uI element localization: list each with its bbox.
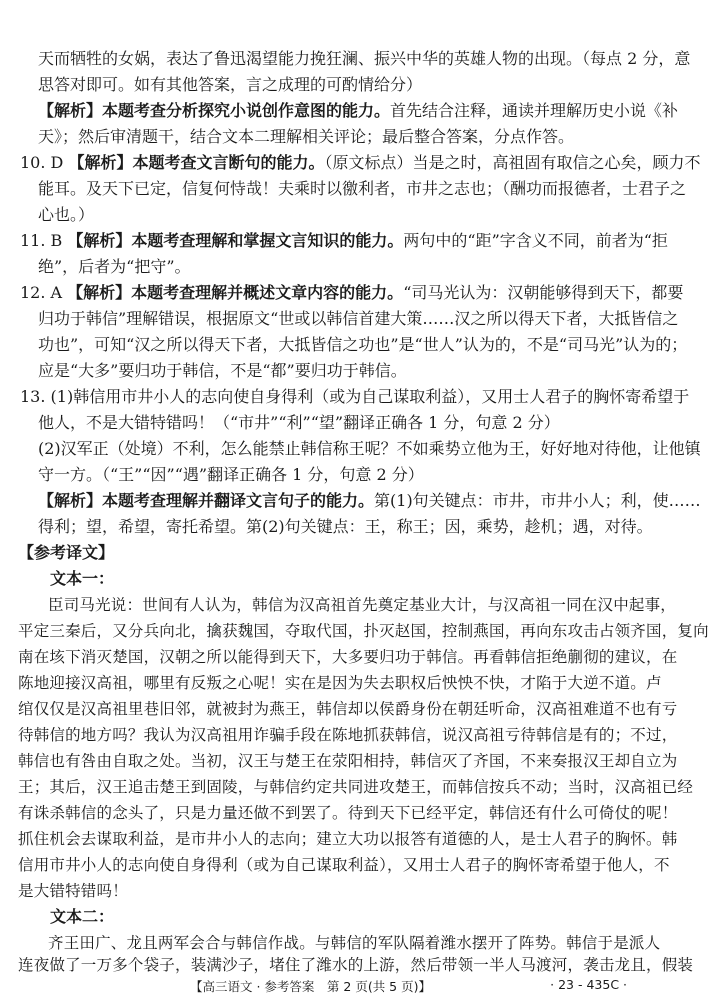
translation-line <box>18 647 678 667</box>
analysis-text: 能耳。及天下已定，信复何恃哉！夫乘时以徼利者，市井之志也；（酬功而报德者，士君子之 <box>38 179 687 198</box>
question-10-line-1 <box>20 153 701 173</box>
analysis-text: 天》；然后审清题干，结合文本二理解相关评论；最后整合答案，分点作答。 <box>38 127 575 146</box>
translation-text: 信用市井小人的志向使自身得利（或为自己谋取利益），又用士人君子的胸怀寄希望于他人，不 <box>18 856 670 874</box>
translation-text: 南在垓下消灭楚国，汉朝之所以能得到天下，大多要归功于韩信。再看韩信拒绝蒯彻的建议，在 <box>18 648 678 666</box>
translation-line <box>18 881 638 901</box>
translation-text: 连夜做了一万多个袋子，装满沙子，堵住了潍水的上游，然后带领一半人马渡河，袭击龙且，假装 <box>18 956 694 974</box>
analysis-text: 首先结合注释，通读并理解历史小说《补 <box>390 101 679 120</box>
question-13-line-1 <box>20 387 690 407</box>
page-footer <box>0 974 653 996</box>
analysis-text: 第(1)句关键点：市井，市井小人；利，使…… <box>374 491 701 510</box>
translation-line <box>18 699 678 719</box>
answer-text: 思答对即可。如有其他答案，言之成理的可酌情给分） <box>38 75 423 94</box>
question-12-line-1 <box>20 283 684 303</box>
text2-heading: 文本二： <box>50 907 115 926</box>
analysis-line-2 <box>38 127 638 147</box>
question-number: 12. A <box>20 283 68 302</box>
analysis-text: 心也。） <box>38 205 95 224</box>
analysis-text: 归功于韩信”理解错误，根据原文“世或以韩信首建大策……汉之所以得天下者，大抵皆信之 <box>38 309 679 328</box>
question-13-line-3 <box>38 439 701 459</box>
reference-heading: 【参考译文】 <box>18 543 115 562</box>
analysis-text: 两句中的“距”字含义不同，前者为“拒 <box>403 231 668 250</box>
text1-heading: 文本一： <box>50 569 115 588</box>
translation-text: 绾仅仅是汉高祖里巷旧邻，就被封为燕王，韩信却以侯爵身份在朝廷听命，汉高祖难道不也有亏 <box>18 700 678 718</box>
translation-text: 是大错特错吗！ <box>18 882 128 900</box>
translation-text: 韩信也有咎由自取之处。当初，汉王与楚王在荥阳相持，韩信灭了齐国，不来奏报汉王却自立为 <box>18 752 678 770</box>
translation-line <box>18 621 709 641</box>
translation-line <box>18 751 678 771</box>
question-13-line-4 <box>38 465 638 485</box>
analysis-text: 得利；望，希望，寄托希望。第(2)句关键点：王，称王；因，乘势，趁机；遇，对待。 <box>38 517 653 536</box>
analysis-text: “司马光认为：汉朝能够得到天下，都要 <box>403 283 684 302</box>
translation-line <box>48 595 677 615</box>
answer-line-2 <box>38 75 638 95</box>
translation-text: 待韩信的地方吗？我认为汉高祖用诈骗手段在陈地抓获韩信，说汉高祖亏待韩信是有的；不过， <box>18 726 678 744</box>
analysis-label: 【解析】本题考查理解并概述文章内容的能力。 <box>67 283 404 302</box>
question-13-analysis-line-2 <box>38 517 653 537</box>
question-13-line-2 <box>38 413 638 433</box>
translation-line <box>18 673 662 693</box>
question-11-line-2 <box>38 257 638 277</box>
translation-text: 平定三秦后，又分兵向北，擒获魏国，夺取代国，扑灭赵国，控制燕国，再向东攻击占领齐国，复向 <box>18 622 709 640</box>
translation-text: 齐王田广、龙且两军会合与韩信作战。与韩信的军队隔着潍水摆开了阵势。韩信于是派人 <box>48 934 661 952</box>
question-12-line-4 <box>38 361 638 381</box>
analysis-text: （原文标点）当是之时，高祖固有取信之心矣，顾力不 <box>324 153 701 172</box>
answer-text: 守一方。（“王”“因”“遇”翻译正确各 1 分，句意 2 分） <box>38 465 424 484</box>
answer-text: 天而牺牲的女娲，表达了鲁迅渴望能力挽狂澜、振兴中华的英雄人物的出现。（每点 2 分，意 <box>38 49 691 68</box>
analysis-label: 【解析】本题考查理解并翻译文言句子的能力。 <box>38 491 375 510</box>
answer-text: (2)汉军正（处境）不利，怎么能禁止韩信称王呢？不如乘势立他为王，好好地对待他，让他镇 <box>38 439 701 458</box>
translation-line <box>18 725 678 745</box>
translation-line <box>18 777 694 797</box>
analysis-text: 绝”，后者为“把守”。 <box>38 257 191 276</box>
analysis-line-1 <box>38 101 679 121</box>
answer-line-1 <box>38 49 691 69</box>
translation-line <box>48 933 661 953</box>
question-number: 11. B <box>20 231 68 250</box>
translation-text: 抓住机会去谋取利益，是市井小人的志向；建立大功以报答有道德的人，是士人君子的胸怀。韩 <box>18 830 678 848</box>
translation-line <box>18 803 678 823</box>
translation-text: 有诛杀韩信的念头了，只是力量还做不到罢了。待到天下已经平定，韩信还有什么可倚仗的呢！ <box>18 804 678 822</box>
analysis-label: 【解析】本题考查分析探究小说创作意图的能力。 <box>38 101 391 120</box>
footer-page-info: 【高三语文 · 参考答案 第 2 页(共 5 页)】 <box>190 979 431 994</box>
analysis-text: 应是“大多”要归功于韩信，不是“都”要归功于韩信。 <box>38 361 407 380</box>
translation-line <box>18 955 694 975</box>
analysis-label: 【解析】本题考查文言断句的能力。 <box>68 153 325 172</box>
translation-line <box>18 829 678 849</box>
question-10-line-2 <box>38 179 687 199</box>
answer-text: 13. (1)韩信用市井小人的志向使自身得利（或为自己谋取利益），又用士人君子的胸怀寄希望于 <box>20 387 690 406</box>
question-10-line-3 <box>38 205 638 225</box>
translation-line <box>18 855 670 875</box>
analysis-label: 【解析】本题考查理解和掌握文言知识的能力。 <box>67 231 404 250</box>
question-11-line-1 <box>20 231 668 251</box>
translation-text: 王；其后，汉王追击楚王到固陵，与韩信约定共同进攻楚王，而韩信按兵不动；当时，汉高祖已经 <box>18 778 694 796</box>
answer-text: 他人，不是大错特错吗！（“市井”“利”“望”翻译正确各 1 分，句意 2 分） <box>38 413 560 432</box>
footer-code: · 23 - 435C · <box>550 977 627 992</box>
question-number: 10. D <box>20 153 69 172</box>
translation-text: 臣司马光说：世间有人认为，韩信为汉高祖首先奠定基业大计，与汉高祖一同在汉中起事， <box>48 596 677 614</box>
analysis-text: 功也”，可知“汉之所以得天下者，大抵皆信之功也”是“世人”认为的，不是“司马光”认为的； <box>38 335 688 354</box>
question-12-line-2 <box>38 309 679 329</box>
translation-text: 陈地迎接汉高祖，哪里有反叛之心呢！实在是因为失去职权后怏怏不快，才陷于大逆不道。卢 <box>18 674 662 692</box>
question-12-line-3 <box>38 335 688 355</box>
question-13-analysis-line-1 <box>38 491 701 511</box>
